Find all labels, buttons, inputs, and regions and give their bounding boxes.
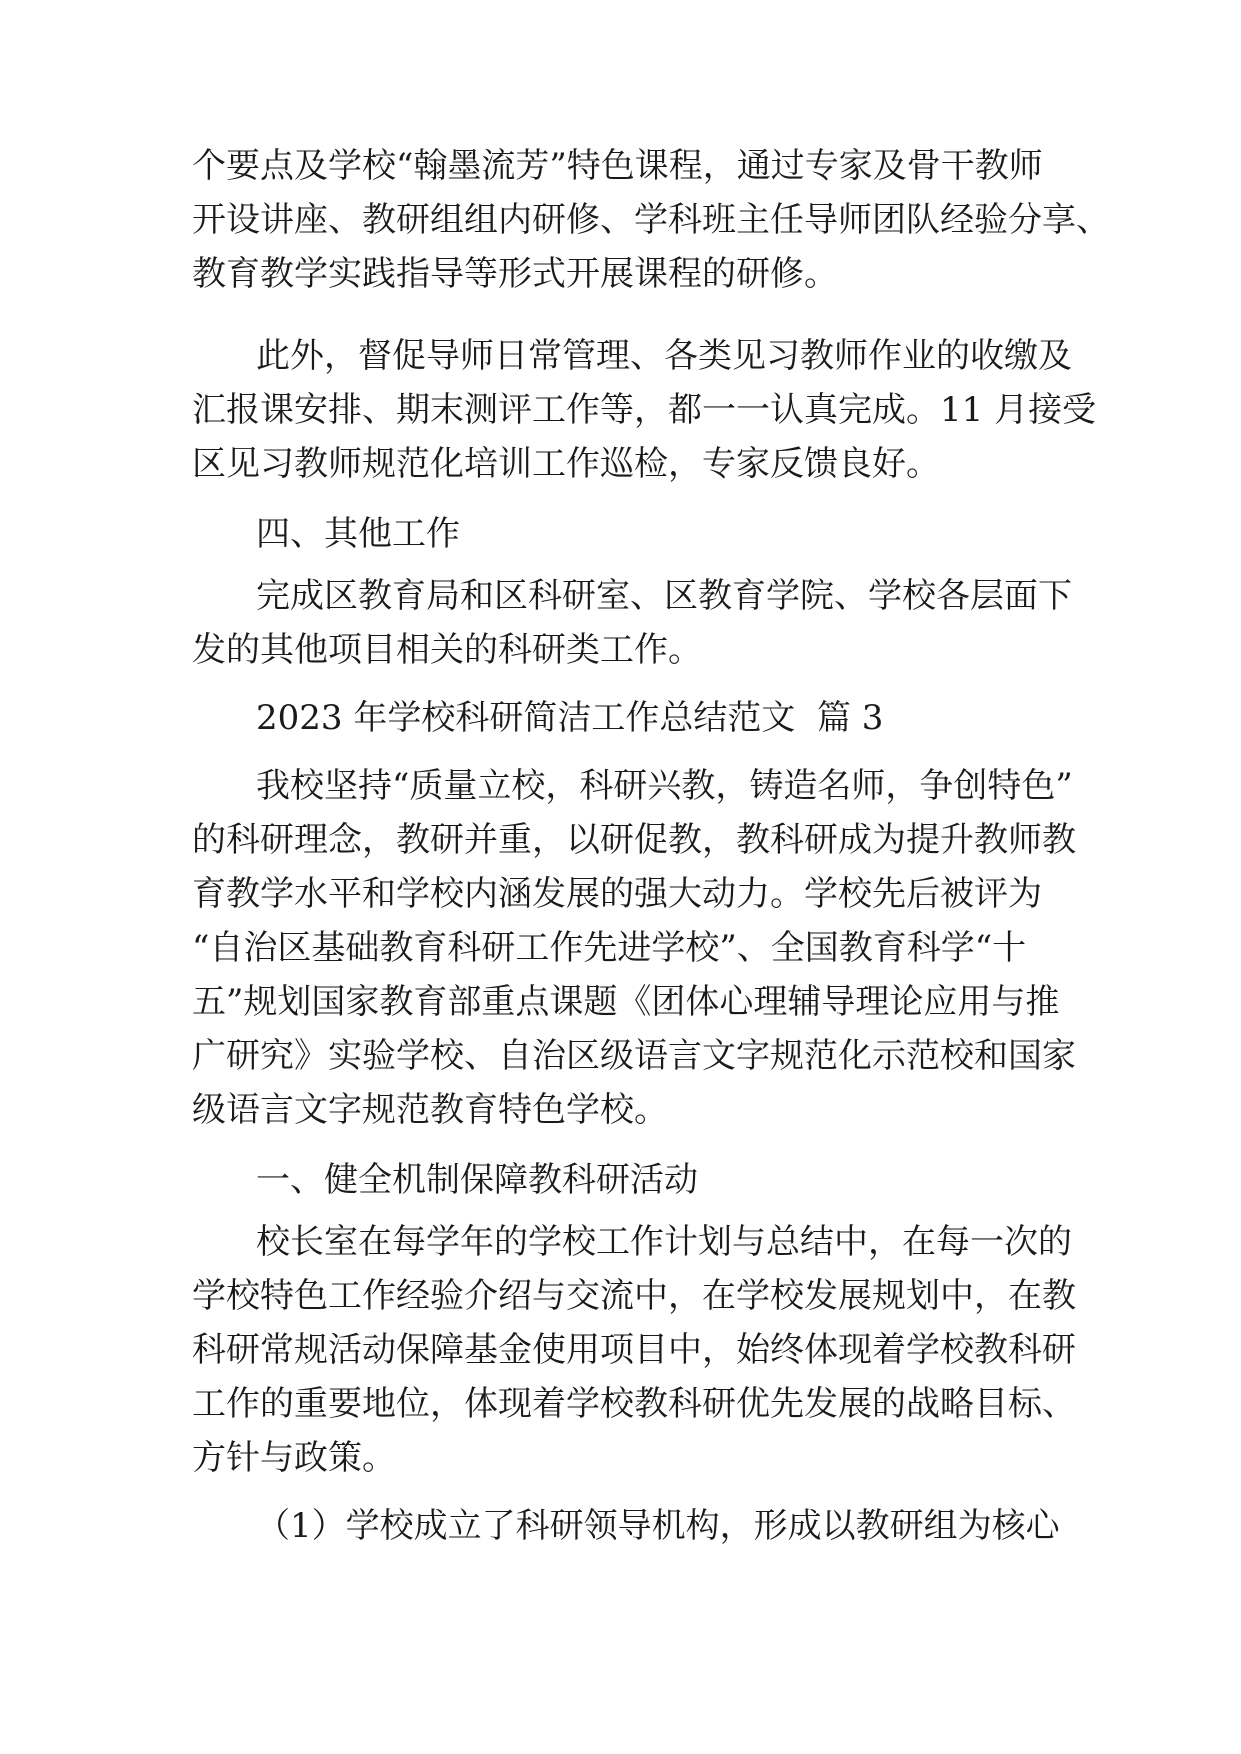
text-line: 的科研理念，教研并重，以研促教，教科研成为提升教师教 [192,820,1076,860]
text-line: “自治区基础教育科研工作先进学校”、全国教育科学“十 [192,928,1027,968]
text-line: 育教学水平和学校内涵发展的强大动力。学校先后被评为 [192,874,1042,914]
text-line: 个要点及学校“翰墨流芳”特色课程，通过专家及骨干教师 [192,146,1043,186]
text-line: 发的其他项目相关的科研类工作。 [192,630,702,670]
text-line: 汇报课安排、期末测评工作等，都一一认真完成。11 月接受 [192,390,1097,430]
text-line: 我校坚持“质量立校，科研兴教，铸造名师，争创特色” [256,766,1073,806]
text-line: 科研常规活动保障基金使用项目中，始终体现着学校教科研 [192,1330,1076,1370]
text-line: 级语言文字规范教育特色学校。 [192,1090,668,1130]
text-line: 教育教学实践指导等形式开展课程的研修。 [192,254,838,294]
section-heading: 一、健全机制保障教科研活动 [256,1160,698,1200]
text-line: （1）学校成立了科研领导机构，形成以教研组为核心 [256,1506,1060,1546]
article-title: 2023 年学校科研简洁工作总结范文 篇 3 [256,698,884,738]
text-line: 学校特色工作经验介绍与交流中，在学校发展规划中，在教 [192,1276,1076,1316]
text-line: 校长室在每学年的学校工作计划与总结中，在每一次的 [256,1222,1072,1262]
section-heading: 四、其他工作 [256,514,460,554]
text-line: 五”规划国家教育部重点课题《团体心理辅导理论应用与推 [192,982,1060,1022]
text-line: 此外，督促导师日常管理、各类见习教师作业的收缴及 [256,336,1072,376]
text-line: 完成区教育局和区科研室、区教育学院、学校各层面下 [256,576,1072,616]
text-line: 方针与政策。 [192,1438,396,1478]
text-line: 区见习教师规范化培训工作巡检，专家反馈良好。 [192,444,940,484]
text-line: 工作的重要地位，体现着学校教科研优先发展的战略目标、 [192,1384,1076,1424]
text-line: 广研究》实验学校、自治区级语言文字规范化示范校和国家 [192,1036,1076,1076]
text-line: 开设讲座、教研组组内研修、学科班主任导师团队经验分享、 [192,200,1110,240]
